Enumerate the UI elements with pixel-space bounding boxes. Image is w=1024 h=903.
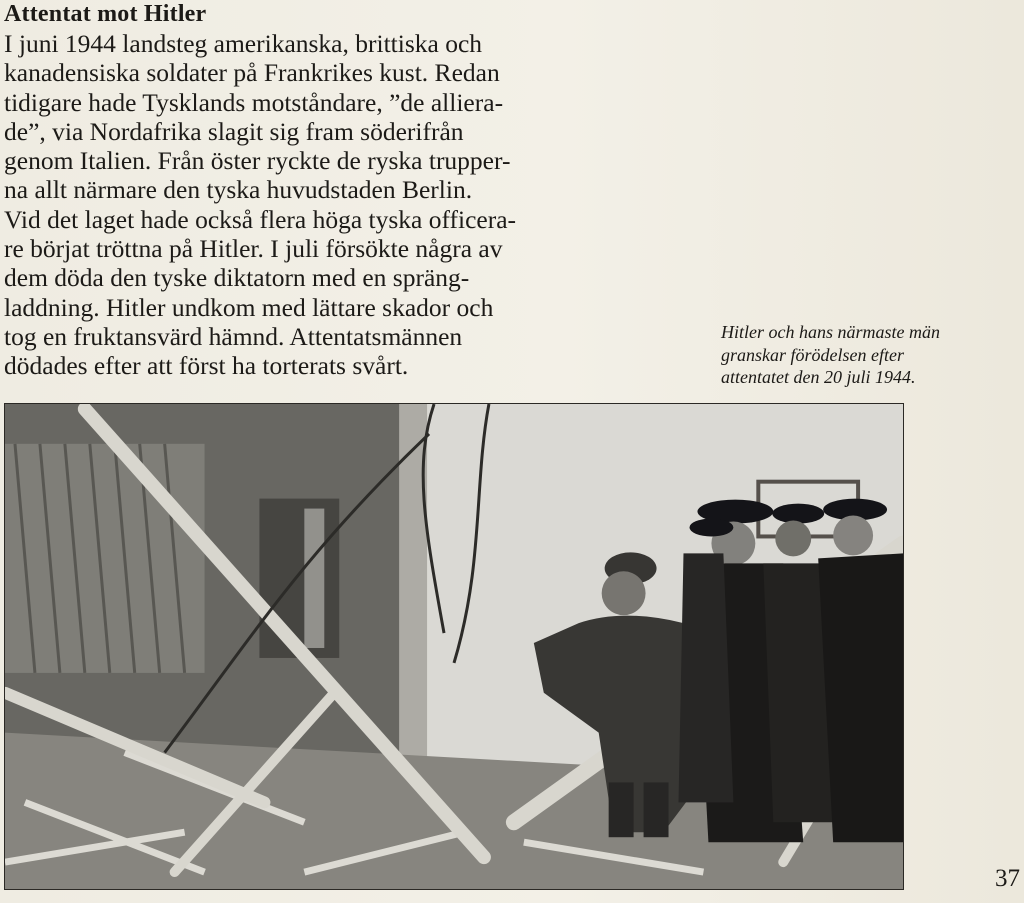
body-line: Vid det laget hade också flera höga tyska officera- xyxy=(4,204,517,234)
body-line: re börjat tröttna på Hitler. I juli försökte några av xyxy=(4,234,503,264)
body-line: de”, via Nordafrika slagit sig fram söderifrån xyxy=(4,116,464,146)
body-line: I juni 1944 landsteg amerikanska, brittiska och xyxy=(4,29,483,58)
body-line: tidigare hade Tysklands motståndare, ”de alliera- xyxy=(4,87,504,117)
photo-caption xyxy=(721,321,1021,389)
body-line: dödades efter att först ha torterats svårt. xyxy=(4,351,409,381)
page-number: 37 xyxy=(995,865,1020,892)
historical-photo xyxy=(4,403,904,890)
article-body xyxy=(4,29,704,381)
body-line: kanadensiska soldater på Frankrikes kust. Redan xyxy=(4,58,500,88)
caption-line: granskar förödelsen efter xyxy=(721,344,904,365)
body-line: genom Italien. Från öster ryckte de ryska trupper- xyxy=(4,146,511,176)
body-line: laddning. Hitler undkom med lättare skador och xyxy=(4,292,494,322)
body-line: dem döda den tyske diktatorn med en spräng- xyxy=(4,263,470,293)
caption-line: Hitler och hans närmaste män xyxy=(721,322,940,342)
body-line: tog en fruktansvärd hämnd. Attentatsmännen xyxy=(4,321,463,351)
body-line: na allt närmare den tyska huvudstaden Berlin. xyxy=(4,175,473,205)
article-heading: Attentat mot Hitler xyxy=(4,1,207,27)
photo-illustration xyxy=(5,404,903,889)
caption-line: attentatet den 20 juli 1944. xyxy=(721,367,916,387)
